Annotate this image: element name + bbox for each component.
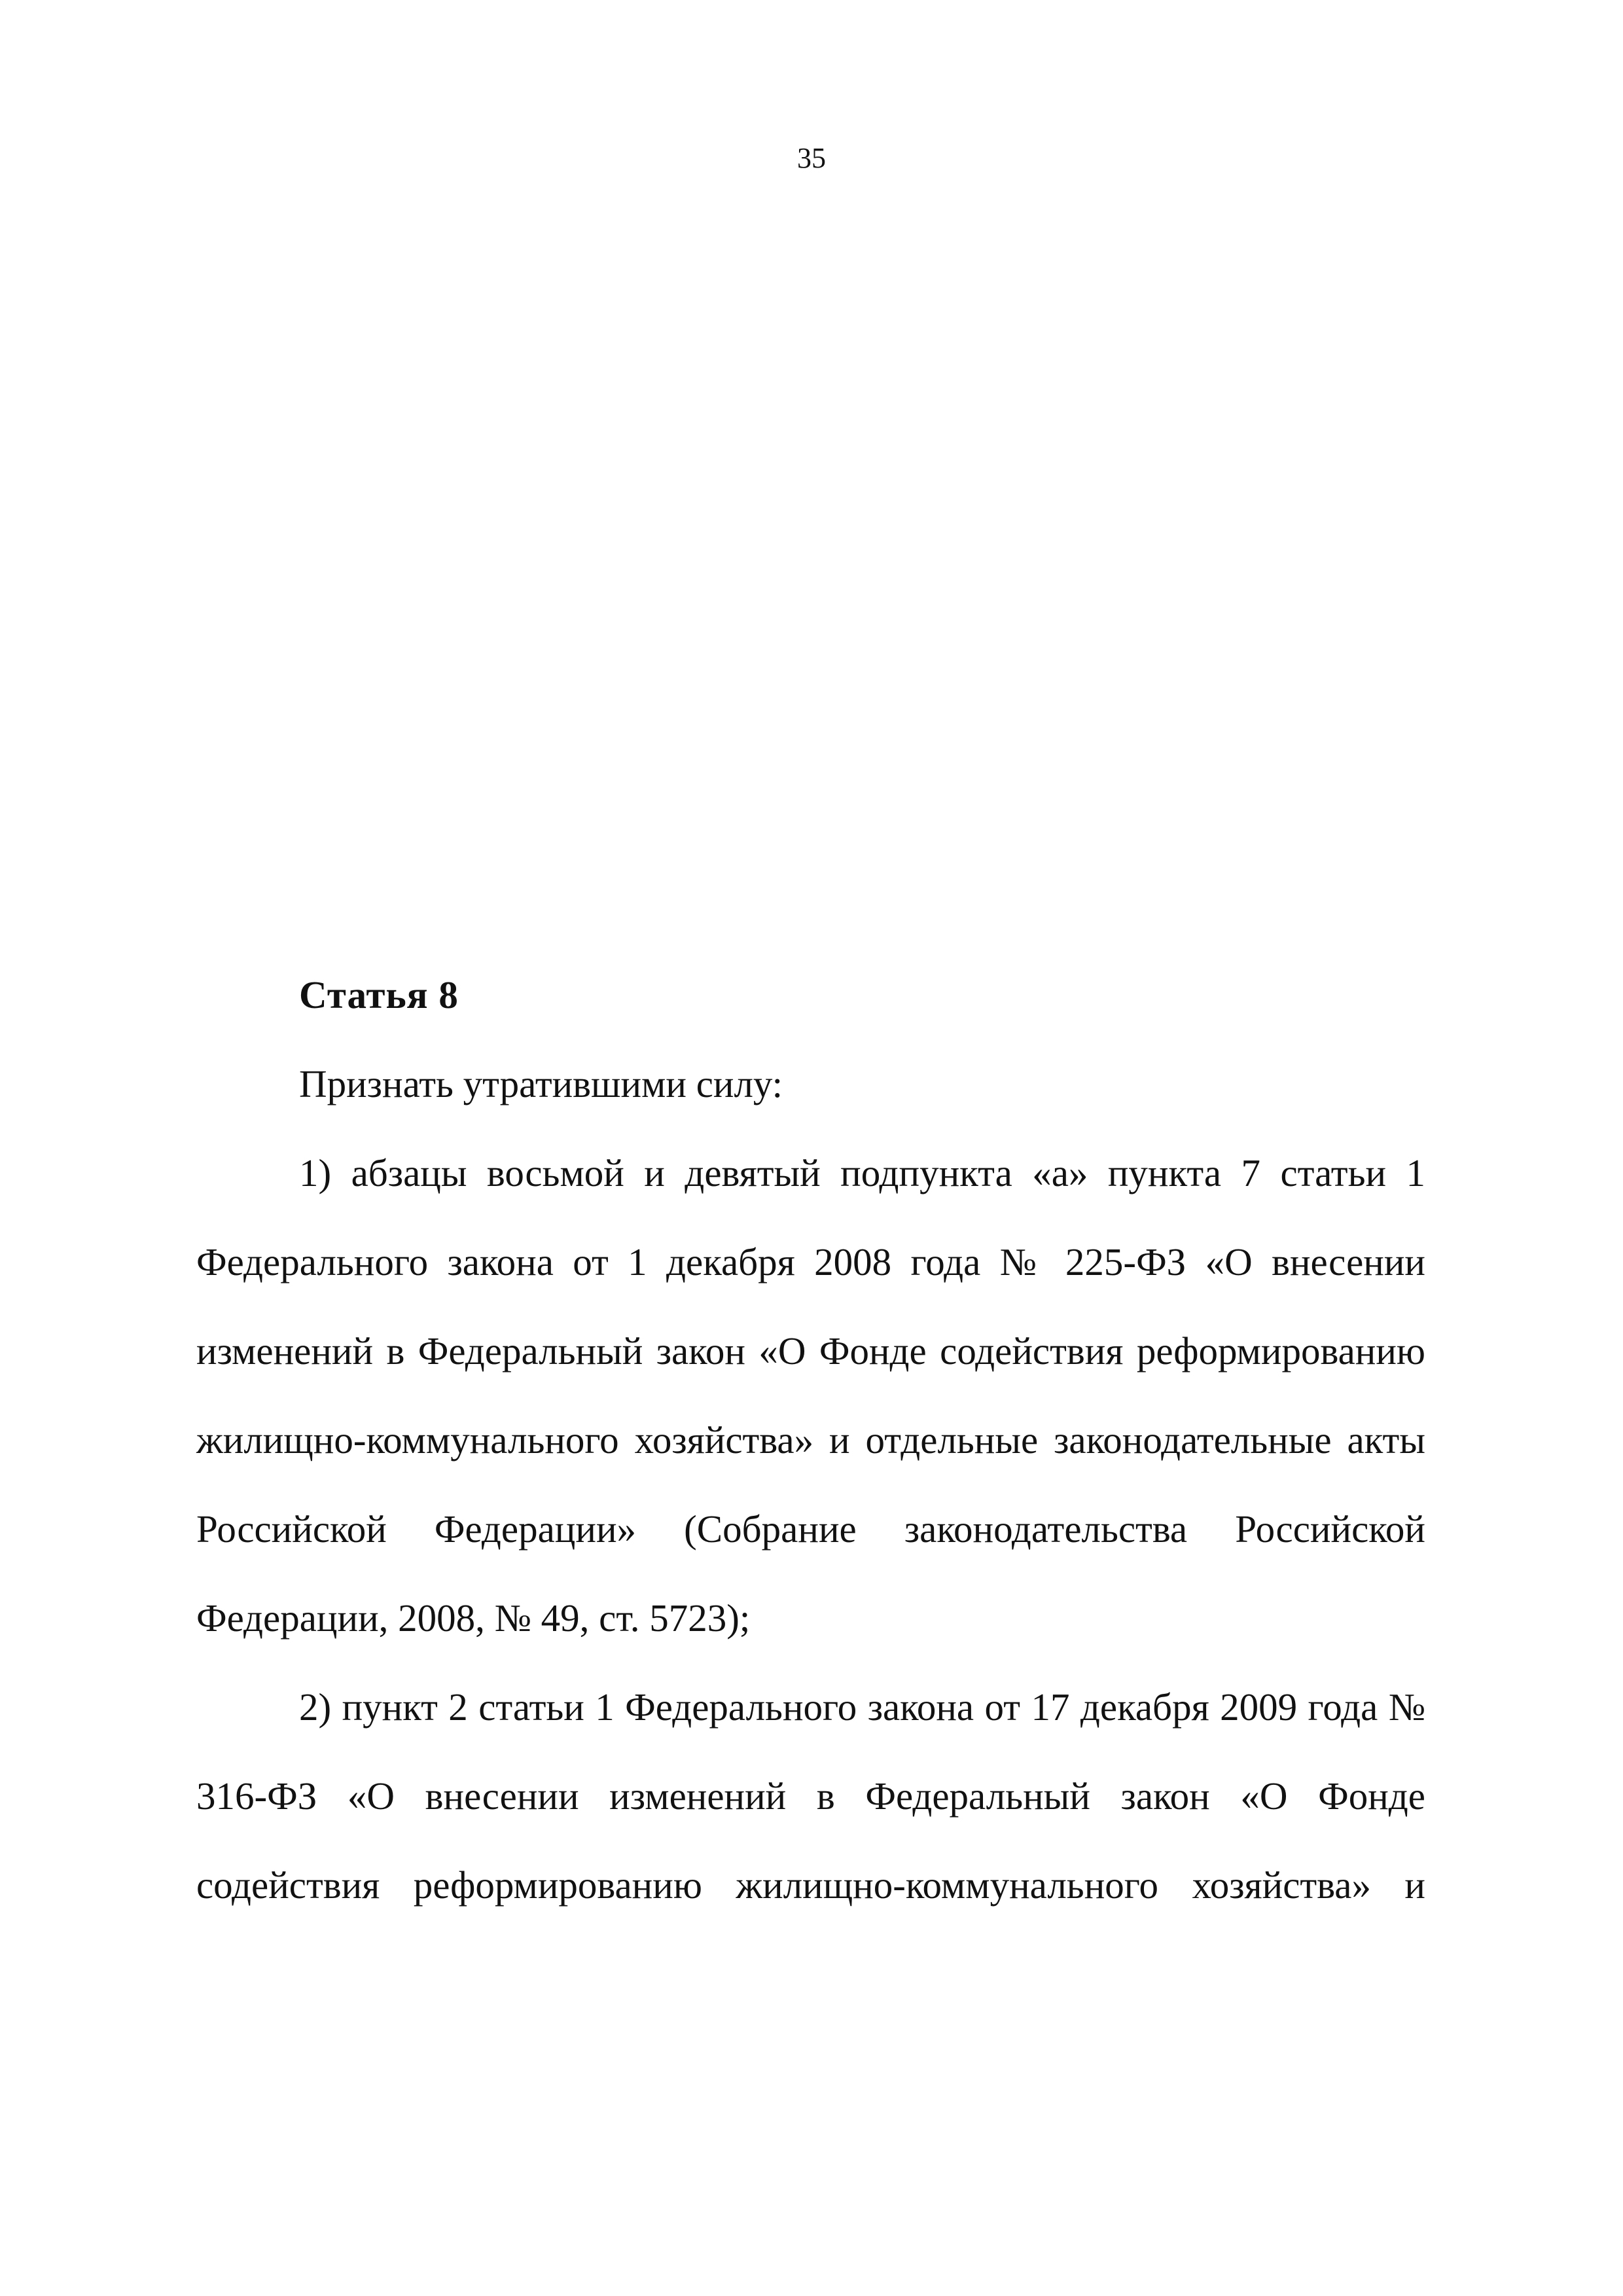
article-body — [196, 950, 1425, 1929]
list-item-1: 1) абзацы восьмой и девятый подпункта «а» пункта 7 статьи 1 Федерального закона от 1 декабря 2008 года № 225-ФЗ «О внесении изменений в Федеральный закон «О Фонде содействия реформированию жилищно-коммунального хозяйства» и отдельные законодательные акты Российской Федерации» (Собрание законодательства Российской Федерации, 2008, № 49, ст. 5723); — [196, 1151, 1425, 1640]
article-heading: Статья 8 — [299, 973, 459, 1016]
article-intro: Признать утратившими силу: — [299, 1062, 783, 1105]
page-number: 35 — [797, 142, 826, 174]
list-item-2: 2) пункт 2 статьи 1 Федерального закона от 17 декабря 2009 года № 316-ФЗ «О внесении изменений в Федеральный закон «О Фонде содействия реформированию жилищно-коммунального хозяйства» и — [196, 1685, 1425, 1907]
